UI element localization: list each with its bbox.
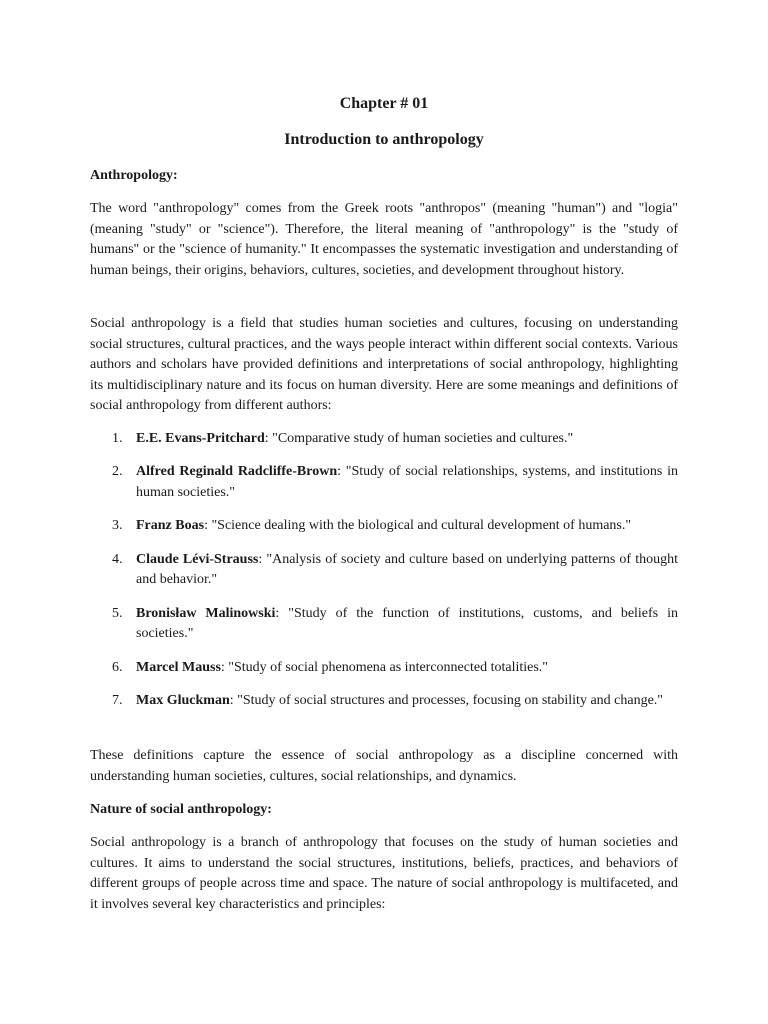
- chapter-number: Chapter # 01: [339, 95, 429, 112]
- paragraph-nature: Social anthropology is a branch of anthropology that focuses on the study of human societies and cultures. It aims to understand the social structures, institutions, beliefs, practices, and behaviors of different groups of people across time and space. The nature of social anthropology is multifaceted, and it involves several key characteristics and principles:: [90, 835, 678, 912]
- list-number: 6.: [112, 659, 123, 675]
- list-item: [90, 658, 678, 679]
- definition-text: : "Study of social structures and processes, focusing on stability and change.": [229, 693, 664, 708]
- author-name: Franz Boas: [136, 518, 205, 533]
- paragraph-etymology: The word "anthropology" comes from the Greek roots "anthropos" (meaning "human") and "logia" (meaning "study" or "science"). Therefore, the literal meaning of "anthropology" is the "study of humans" or the "science of humanity." It encompasses the systematic investigation and understanding of human beings, their origins, behaviors, cultures, societies, and development throughout history.: [90, 201, 678, 278]
- list-number: 3.: [112, 518, 123, 533]
- list-number: 4.: [112, 551, 123, 567]
- list-item: [90, 604, 678, 645]
- nature-heading: Nature of social anthropology:: [90, 802, 272, 817]
- list-number: 5.: [112, 605, 123, 621]
- list-number: 2.: [112, 464, 123, 479]
- author-name: Marcel Mauss: [136, 659, 221, 675]
- list-item: [90, 516, 678, 537]
- author-name: Max Gluckman: [136, 693, 230, 708]
- author-name: Alfred Reginald Radcliffe-Brown: [136, 464, 338, 479]
- anthropology-heading: Anthropology:: [90, 168, 178, 183]
- definition-text: : "Science dealing with the biological and cultural development of humans.": [204, 518, 632, 533]
- list-item: [90, 691, 678, 712]
- chapter-title: Introduction to anthropology: [284, 131, 484, 148]
- definitions-list: [90, 429, 678, 712]
- definition-text: : "Study of social relationships, systems, and institutions in human societies.": [136, 464, 678, 500]
- list-item: [90, 429, 678, 450]
- list-item: [90, 550, 678, 591]
- paragraph-social-anthropology: Social anthropology is a field that studies human societies and cultures, focusing on understanding social structures, cultural practices, and the ways people interact within different social contexts. Various authors and scholars have provided definitions and interpretations of social anthropology, highlighting its multidisciplinary nature and its focus on human diversity. Here are some meanings and definitions of social anthropology from different authors:: [90, 316, 678, 413]
- list-item: [90, 462, 678, 503]
- definition-text: : "Analysis of society and culture based on underlying patterns of thought and behavior.": [136, 551, 679, 587]
- paragraph-summary: These definitions capture the essence of social anthropology as a discipline concerned with understanding human societies, cultures, social relationships, and dynamics.: [90, 748, 678, 784]
- list-number: 7.: [112, 693, 123, 708]
- author-name: Bronisław Malinowski: [136, 605, 276, 621]
- definition-text: : "Study of social phenomena as interconnected totalities.": [220, 659, 549, 675]
- definition-text: : "Study of the function of institutions, customs, and beliefs in societies.": [136, 605, 678, 641]
- author-name: E.E. Evans-Pritchard: [136, 431, 265, 446]
- author-name: Claude Lévi-Strauss: [136, 551, 259, 567]
- list-number: 1.: [112, 431, 123, 446]
- definition-text: : "Comparative study of human societies and cultures.": [264, 431, 574, 446]
